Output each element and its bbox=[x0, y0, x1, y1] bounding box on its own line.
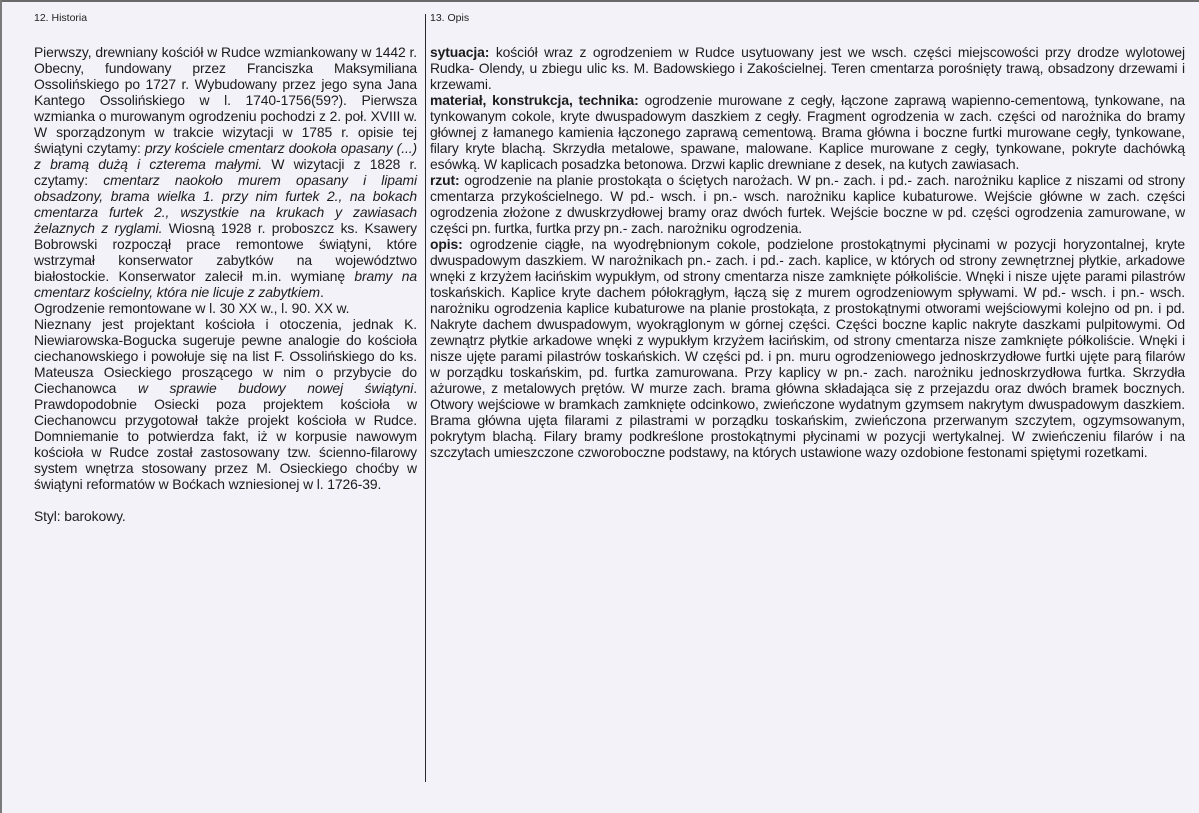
section-text-material: ogrodzenie murowane z cegły, łączone zaprawą wapienno-cementową, tynkowane, na tynkowanym cokole, kryte dwuspadowym daszkiem z cegły. Fragment ogrodzenia w zach. części od narożnika do bramy głównej z łamanego kamienia łączonego zaprawą cementową. Brama główna i boczne furtki murowane cegły, tynkowane, filary kryte blachą. Skrzydła metalowe, spawane, malowane. Kaplice murowane z cegły, tynkowane, pokryte dachówką esówką. W kaplicach posadzka betonowa. Drzwi kaplic drewniane z desek, na kutych zawiasach. bbox=[430, 92, 1186, 172]
history-text: Wiosną 1928 r. proboszcz ks. Ksawery Bobrowski rozpoczął prace remontowe świątyni, które wstrzymał konserwator zabytków na województwo białostockie. Konserwator zalecił m.in. wymianę bbox=[34, 220, 418, 284]
section-text-description: ogrodzenie ciągłe, na wyodrębnionym cokole, podzielone prostokątnymi płycinami w pozycji horyzontalnej, kryte dwuspadowym daszkiem. W narożnikach pn.- zach. i pd.- zach. kaplice, w których od strony zewnętrznej płytkie, arkadowe wnęki z krzyżem łacińskim wypukłym, od strony cmentarza nisze zamknięte półkoliście. Wnęki i nisze ujęte parami pilastrów toskańskich. Kaplice kryte dachem półokrągłym, łączą się z murem ogrodzeniowym spływami. W pd.- wsch. i pn.- wsch. narożniku ogrodzenia kaplice kubaturowe na planie prostokąta, z prostokątnymi otworami wejściowymi kolejno od pn. i pd. Nakryte dachem dwuspadowym, wyokrąglonym w górnej części. Części boczne kaplic nakryte daszkami pulpitowymi. Od zewnątrz płytkie arkadowe wnęki z wypukłym krzyżem łacińskim, od strony cmentarza nisze zamknięte półkoliście. Wnęki i nisze ujęte parami pilastrów toskańskich. W części pd. i pn. muru ogrodzeniowego jednoskrzydłowe furtki ujęte parą filarów w porządku toskańskim, pd. furtka zamurowana. Przy kaplicy w pn.- zach. narożniku jednoskrzydłowa furtka. Skrzydła ażurowe, z metalowych prętów. W murze zach. brama główna składająca się z przejazdu oraz dwóch bramek bocznych. Otwory wejściowe w bramkach zamknięte odcinkowo, zwieńczone wydatnym gzymsem nakrytym dwuspadowym daszkiem. Brama główna ujęta filarami z pilastrami w porządku toskańskim, zwieńczona przerwanym szczytem, ogzymsowanym, pokrytym blachą. Filary bramy podkreślone prostokątnymi płycinami w pozycji wertykalnej. W zwieńczeniu filarów i na szczytach umieszczone czworoboczne podstawy, na których ustawione wazy ozdobione festonami spiętymi rozetkami. bbox=[430, 236, 1185, 460]
section-label-situation: sytuacja: bbox=[430, 44, 490, 60]
history-paragraph-2: Ogrodzenie remontowane w l. 30 XX w., l. 90. XX w. bbox=[34, 300, 350, 316]
description-section-description bbox=[430, 236, 1185, 460]
history-quote-conservator: bramy na cmentarz kościelny, która nie licuje z zabytkiem bbox=[34, 268, 417, 300]
page-edge-left bbox=[0, 0, 2, 813]
section-text-situation: kościół wraz z ogrodzeniem w Rudce usytuowany jest we wsch. części miejscowości przy drodze wylotowej Rudka- Olendy, u zbiegu ulic ks. M. Badowskiego i Zakościelnej. Teren cmentarza porośnięty trawą, obsadzony drzewami i krzewami. bbox=[430, 44, 1185, 92]
description-section-situation bbox=[430, 44, 1185, 92]
history-paragraph-3 bbox=[34, 316, 417, 492]
page-edge-top bbox=[0, 0, 1199, 2]
history-quote-letter: w sprawie budowy nowej świątyni bbox=[137, 380, 414, 396]
history-text: . bbox=[319, 284, 324, 300]
description-section-plan bbox=[430, 172, 1185, 236]
description-body bbox=[430, 44, 1185, 460]
history-quote-1785: przy kościele cmentarz dookoła opasany (...) z bramą dużą i czterema małymi. bbox=[34, 140, 417, 172]
description-section-material bbox=[430, 92, 1185, 172]
history-text: Nieznany jest projektant kościoła i otoczenia, jednak K. Niewiarowska-Bogucka sugeruje pewne analogie do kościoła ciechanowskiego i powołuje się na list F. Ossolińskiego do ks. Mateusza Osieckiego proszącego w nim o przybycie do Ciechanowca bbox=[34, 316, 417, 396]
section-label-description: opis: bbox=[430, 236, 463, 252]
history-text: . Prawdopodobnie Osiecki poza projektem kościoła w Ciechanowcu przygotował także projekt kościoła w Rudce. Domniemanie to potwierdza fakt, iż w korpusie nawowym kościoła w Rudce został zastosowany tzw. ścienno-filarowy system wnętrza stosowany przez M. Osieckiego choćby w świątyni reformatów w Boćkach wzniesionej w l. 1726-39. bbox=[34, 380, 417, 492]
section-text-plan: ogrodzenie na planie prostokąta o ściętych narożach. W pn.- zach. i pd.- zach. narożniku kaplice z niszami od strony cmentarza przykościelnego. W pd.- wsch. i pn.- wsch. narożniku kaplice kubaturowe. Wejście główne w zach. części ogrodzenia złożone z dwuskrzydłowej bramy oraz dwóch furtek. Wejście boczne w pd. części ogrodzenia zamurowane, w części pn. furtka, furtka przy pn.- zach. narożniku ogrodzenia. bbox=[430, 172, 1185, 236]
history-heading: 12. Historia bbox=[34, 12, 88, 24]
history-quote-1828: cmentarz naokoło murem opasany i lipami obsadzony, brama wielka 1. przy nim furtek 2., na bokach cmentarza furtek 2., wszystkie na krukach y zawiasach żelaznych z ryglami. bbox=[34, 172, 417, 236]
history-paragraph-1 bbox=[34, 44, 417, 300]
history-text: Pierwszy, drewniany kościół w Rudce wzmiankowany w 1442 r. Obecny, fundowany przez Franciszka Maksymiliana Ossolińskiego po 1727 r. Wybudowany przez jego syna Jana Kantego Ossolińskiego w l. 1740-1756(59?). Pierwsza wzmianka o murowanym ogrodzeniu pochodzi z 2. poł. XVIII w. W sporządzonym w trakcie wizytacji w 1785 r. opisie tej świątyni czytamy: bbox=[34, 44, 417, 156]
description-heading: 13. Opis bbox=[430, 12, 470, 24]
style-line: Styl: barokowy. bbox=[34, 508, 126, 524]
section-label-material: materiał, konstrukcja, technika: bbox=[430, 92, 639, 108]
history-body bbox=[34, 44, 417, 524]
history-text: W wizytacji z 1828 r. czytamy: bbox=[34, 156, 417, 188]
section-label-plan: rzut: bbox=[430, 172, 460, 188]
column-divider bbox=[425, 14, 426, 782]
